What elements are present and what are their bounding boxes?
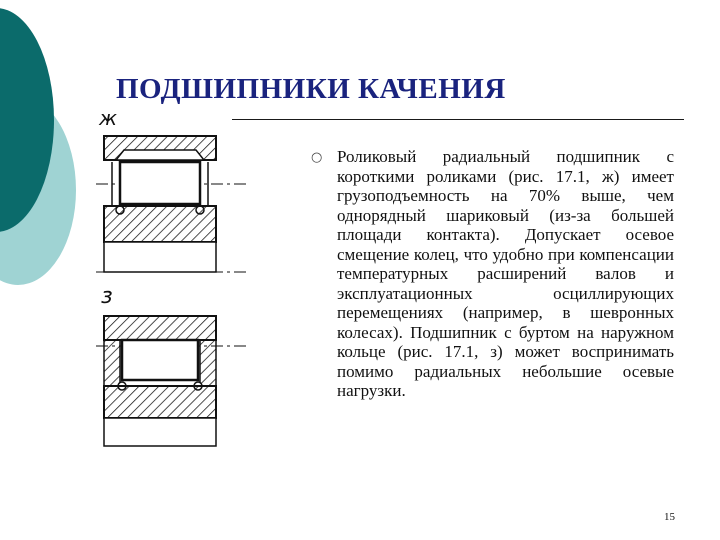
bearing-diagram-z	[96, 300, 246, 450]
slide-decoration	[0, 0, 90, 300]
bearing-diagram-zh	[96, 128, 246, 278]
figure-label-zh: ж	[99, 106, 118, 130]
figure-label-z: з	[101, 284, 113, 309]
title-divider	[232, 119, 684, 120]
slide-title: ПОДШИПНИКИ КАЧЕНИЯ	[116, 73, 506, 105]
page-number: 15	[664, 511, 675, 523]
bullet-text: Роликовый радиальный подшипник с короткими роликами (рис. 17.1, ж) имеет грузоподъемность на 70% выше, чем однорядный шариковый (из-за большей площади контакта). Допускает осевое смещение колец, что удобно при компенсации температурных расширений валов и эксплуатационных осциллирующих перемещениях (например, в шевронных колесах). Подшипник с буртом на наружном кольце (рис. 17.1, з) может воспринимать помимо радиальных небольшие осевые нагрузки.	[337, 147, 674, 400]
bullet-icon: ○	[311, 150, 323, 165]
